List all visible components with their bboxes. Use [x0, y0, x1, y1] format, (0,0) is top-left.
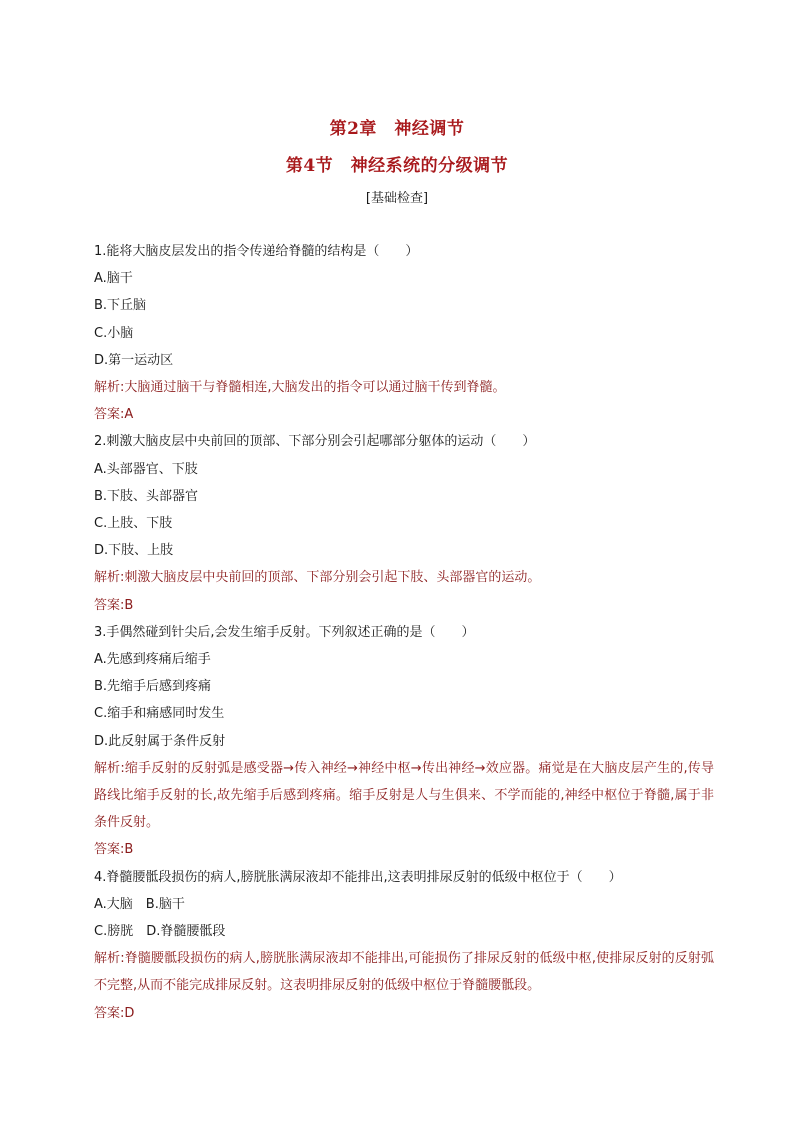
- question-stem: 1.能将大脑皮层发出的指令传递给脊髓的结构是（ ）: [94, 244, 419, 259]
- option-d: D.下肢、上肢: [94, 543, 174, 559]
- option-c: C.缩手和痛感同时发生: [94, 706, 225, 722]
- answer-text: 答案:D: [94, 1005, 135, 1021]
- question-stem: 2.刺激大脑皮层中央前回的顶部、下部分别会引起哪部分躯体的运动（ ）: [94, 434, 536, 450]
- option-a: A.先感到疼痛后缩手: [94, 652, 211, 668]
- section-title: 第4节 神经系统的分级调节: [285, 156, 509, 176]
- analysis-text: 解析:大脑通过脑干与脊髓相连,大脑发出的指令可以通过脑干传到脊髓。: [94, 380, 506, 396]
- question-4: [94, 864, 714, 1027]
- analysis-text: 解析:脊髓腰骶段损伤的病人,膀胱胀满尿液却不能排出,可能损伤了排尿反射的低级中枢,使排尿反射的反射弧不完整,从而不能完成排尿反射。这表明排尿反射的低级中枢位于脊髓腰骶段。: [94, 951, 714, 994]
- option-d: D.第一运动区: [94, 352, 174, 368]
- option-b: B.先缩手后感到疼痛: [94, 679, 212, 695]
- category-label: [基础检查]: [365, 191, 429, 206]
- answer-text: 答案:B: [94, 597, 134, 613]
- option-d: D.此反射属于条件反射: [94, 733, 226, 749]
- question-2: [94, 428, 714, 618]
- analysis-text: 解析:刺激大脑皮层中央前回的顶部、下部分别会引起下肢、头部器官的运动。: [94, 570, 541, 586]
- option-row-cd: C.膀胱 D.脊髓腰骶段: [94, 924, 226, 940]
- answer-text: 答案:B: [94, 842, 134, 858]
- question-stem: 3.手偶然碰到针尖后,会发生缩手反射。下列叙述正确的是（ ）: [94, 624, 475, 640]
- option-b: B.下丘脑: [94, 298, 147, 314]
- question-3: [94, 619, 714, 864]
- analysis-text: 解析:缩手反射的反射弧是感受器→传入神经→神经中枢→传出神经→效应器。痛觉是在大脑皮层产生的,传导路线比缩手反射的长,故先缩手后感到疼痛。缩手反射是人与生俱来、不学而能的,神经中枢位于脊髓,属于非条件反射。: [94, 760, 714, 831]
- option-b: B.下肢、头部器官: [94, 488, 199, 504]
- option-c: C.小脑: [94, 325, 134, 341]
- answer-text: 答案:A: [94, 407, 134, 423]
- question-1: [94, 238, 714, 428]
- option-a: A.头部器官、下肢: [94, 461, 198, 477]
- question-list: [94, 238, 714, 1027]
- question-stem: 4.脊髓腰骶段损伤的病人,膀胱胀满尿液却不能排出,这表明排尿反射的低级中枢位于（ ）: [94, 869, 622, 885]
- option-c: C.上肢、下肢: [94, 516, 173, 532]
- chapter-title: 第2章 神经调节: [329, 119, 465, 139]
- option-a: A.脑干: [94, 271, 133, 287]
- option-row-ab: A.大脑 B.脑干: [94, 896, 185, 912]
